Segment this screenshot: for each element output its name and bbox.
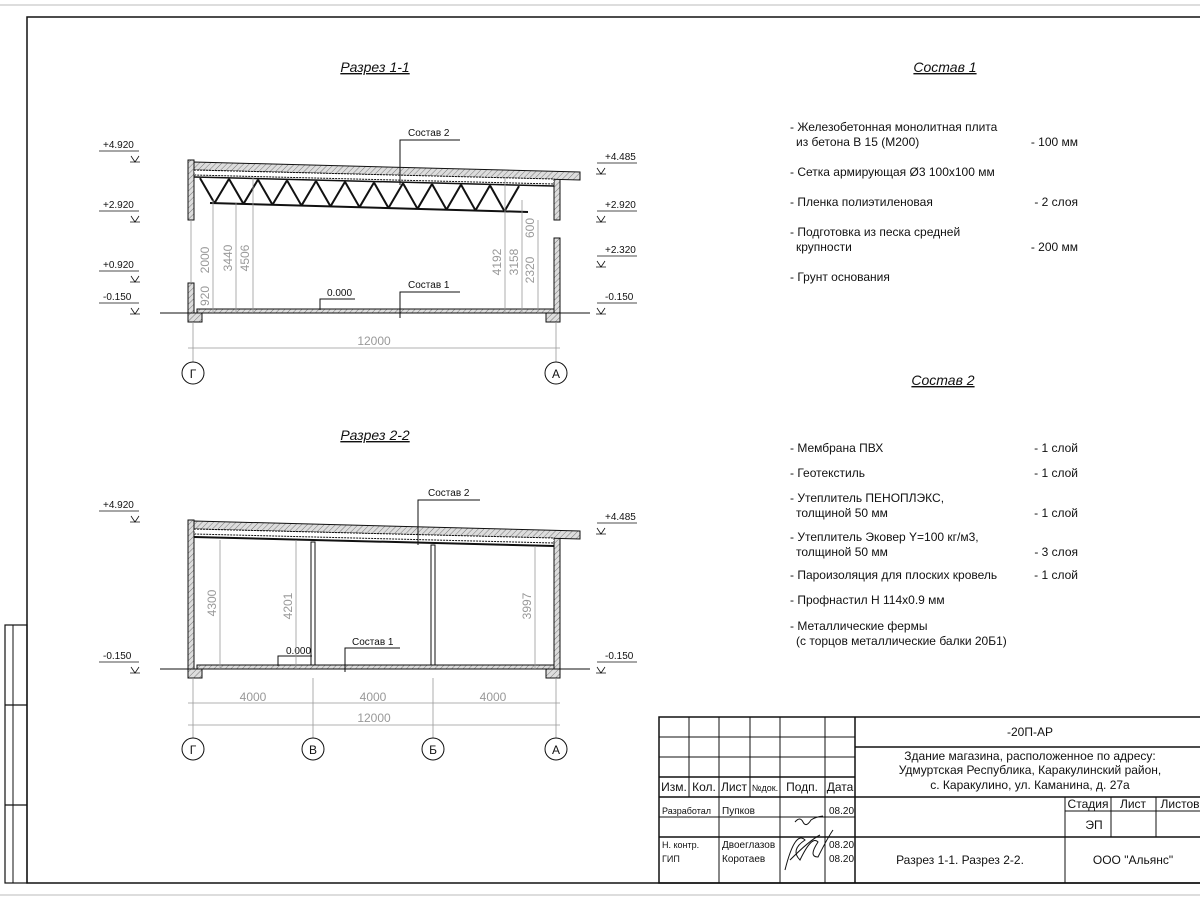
truss-diagonal (345, 182, 360, 207)
dim-920: 920 (198, 285, 212, 307)
item-line2: из бетона В 15 (М200) (796, 135, 920, 149)
floor-level: 0.000 (286, 646, 312, 657)
level-mark: +2.320 (605, 245, 636, 256)
level-arrow-icon (130, 667, 140, 673)
floor-slab (197, 665, 554, 669)
item-line1: - Пленка полиэтиленовая (790, 195, 933, 209)
level-mark: +2.920 (103, 200, 134, 211)
column-b (431, 545, 435, 667)
section-1-1 (99, 59, 637, 384)
level-arrow-icon (130, 276, 140, 282)
level-arrow-icon (130, 156, 140, 162)
level-arrow-icon (130, 308, 140, 314)
item-value: - 1 слой (1034, 441, 1078, 455)
span-12000: 12000 (357, 711, 391, 725)
item-line1: - Профнастил Н 114х0.9 мм (790, 593, 945, 607)
level-arrow-icon (596, 667, 606, 673)
level-mark: +4.920 (103, 500, 134, 511)
item-value: - 1 слой (1034, 466, 1078, 480)
item-value: - 3 слоя (1034, 545, 1078, 559)
level-arrow-icon (596, 261, 606, 267)
signature-dvoeglazov-korotaev (785, 830, 833, 870)
floor-level-leader (320, 299, 355, 310)
dim-3997: 3997 (520, 592, 534, 620)
span-12000: 12000 (357, 334, 391, 348)
right-foundation (546, 313, 560, 322)
level-mark: -0.150 (605, 292, 634, 303)
right-wall-upper (554, 175, 560, 220)
composition-1-title: Состав 1 (913, 59, 977, 75)
role: ГИП (662, 854, 680, 864)
bay-2: 4000 (359, 690, 387, 704)
title-block-header: Лист (720, 780, 748, 794)
sheets-header: Листов (1160, 797, 1200, 811)
right-wall-lower (554, 238, 560, 313)
item-line1: - Металлические фермы (790, 619, 928, 633)
dim-600: 600 (523, 217, 537, 239)
sign-date: 08.20 (829, 840, 855, 851)
title-block-header: Кол. (692, 780, 716, 794)
floor-leader (400, 292, 460, 318)
composition-item (790, 491, 1078, 520)
left-wall-upper (188, 160, 194, 220)
item-line2: (с торцов металлические балки 20Б1) (796, 634, 1007, 648)
left-stamp-margin (5, 625, 27, 883)
level-arrow-icon (596, 168, 606, 174)
item-line1: - Мембрана ПВХ (790, 441, 884, 455)
role: Н. контр. (662, 840, 700, 850)
truss-diagonal (461, 185, 476, 211)
floor-slab (197, 309, 554, 313)
truss-diagonal (302, 181, 317, 206)
project-line-1: Здание магазина, расположенное по адресу: (904, 749, 1156, 763)
level-mark: -0.150 (605, 651, 634, 662)
left-wall (188, 520, 194, 670)
level-mark: +2.920 (605, 200, 636, 211)
truss-diagonal (200, 178, 215, 203)
truss-diagonal (215, 179, 230, 203)
level-arrow-icon (596, 308, 606, 314)
left-wall-lower (188, 283, 194, 313)
floor-label: Состав 1 (352, 637, 394, 648)
truss-diagonal (389, 183, 404, 208)
axis-label: А (551, 743, 561, 757)
level-arrow-icon (596, 528, 606, 534)
axis-label-g: Г (189, 367, 197, 381)
axis-label: Г (189, 743, 197, 757)
truss-diagonal (360, 183, 375, 208)
level-mark: +4.485 (605, 512, 636, 523)
truss-diagonal (229, 179, 244, 204)
roof-label: Состав 2 (428, 488, 470, 499)
column-v (311, 542, 315, 667)
project-line-3: с. Каракулино, ул. Каманина, д. 27а (930, 778, 1130, 792)
truss-diagonal (244, 180, 259, 204)
composition-1-list (790, 120, 1078, 284)
stage-header: Стадия (1067, 797, 1109, 811)
right-wall (554, 535, 560, 670)
item-line1: - Геотекстиль (790, 466, 865, 480)
dim-2000: 2000 (198, 246, 212, 274)
level-mark: +4.920 (103, 140, 134, 151)
sign-date: 08.20 (829, 806, 855, 817)
truss-diagonal (447, 185, 462, 210)
company-name: ООО "Альянс" (1092, 853, 1174, 867)
truss-diagonal (403, 183, 418, 209)
item-value: - 1 слой (1034, 506, 1078, 520)
composition-item (790, 568, 1078, 582)
role: Разработал (662, 806, 711, 816)
floor-level: 0.000 (327, 288, 353, 299)
level-mark: -0.150 (103, 292, 132, 303)
item-line1: - Грунт основания (790, 270, 890, 284)
drawing-code: -20П-АР (1007, 725, 1053, 739)
truss-diagonal (374, 183, 389, 208)
dim-3440: 3440 (221, 244, 235, 272)
dim-2320: 2320 (523, 256, 537, 284)
item-line1: - Утеплитель Эковер Y=100 кг/м3, (790, 530, 979, 544)
axis-label-a: А (551, 367, 561, 381)
item-line1: - Железобетонная монолитная плита (790, 120, 998, 134)
truss-diagonal (316, 181, 331, 206)
truss-diagonal (505, 186, 520, 211)
title-block-header: Дата (826, 780, 854, 794)
truss-bottom-chord (210, 203, 528, 212)
item-line2: толщиной 50 мм (796, 506, 888, 520)
stage-value: ЭП (1085, 818, 1103, 832)
title-block-header: Подп. (786, 780, 818, 794)
composition-item (790, 619, 1007, 648)
composition-2-title: Состав 2 (911, 372, 975, 388)
composition-item (790, 441, 1078, 455)
axis-label: Б (429, 743, 437, 757)
composition-item (790, 120, 1078, 149)
section-1-title: Разрез 1-1 (340, 59, 410, 75)
composition-2-list (790, 441, 1078, 648)
item-line1: - Сетка армирующая Ø3 100х100 мм (790, 165, 995, 179)
dim-4192: 4192 (490, 248, 504, 276)
person-name: Пупков (722, 806, 755, 817)
composition-item (790, 195, 1078, 209)
item-line2: толщиной 50 мм (796, 545, 888, 559)
bay-1: 4000 (239, 690, 267, 704)
person-name: Коротаев (722, 854, 766, 865)
level-arrow-icon (130, 216, 140, 222)
dim-4506: 4506 (238, 244, 252, 272)
dim-4300: 4300 (205, 589, 219, 617)
sheet-title: Разрез 1-1. Разрез 2-2. (896, 853, 1024, 867)
sign-date: 08.20 (829, 854, 855, 865)
item-line1: - Пароизоляция для плоских кровель (790, 568, 998, 582)
truss-diagonal (273, 180, 288, 204)
item-line1: - Утеплитель ПЕНОПЛЭКС, (790, 491, 945, 505)
section-2-title: Разрез 2-2 (340, 427, 410, 443)
vertical-dimension-lines (213, 178, 538, 313)
bay-3: 4000 (479, 690, 507, 704)
project-line-2: Удмуртская Республика, Каракулинский район, (898, 763, 1162, 777)
level-arrow-icon (596, 216, 606, 222)
truss-diagonal (476, 185, 491, 210)
title-block-header: №док. (751, 783, 779, 793)
composition-item (790, 593, 945, 607)
level-arrow-icon (130, 516, 140, 522)
dim-3158: 3158 (507, 248, 521, 276)
truss-diagonal (418, 184, 433, 209)
composition-item (790, 270, 890, 284)
truss-diagonal (490, 185, 505, 211)
section-2-2 (99, 427, 637, 760)
level-mark: +4.485 (605, 152, 636, 163)
floor-label: Состав 1 (408, 280, 450, 291)
title-block (659, 717, 1200, 883)
truss-web (200, 178, 519, 211)
item-line2: крупности (796, 240, 852, 254)
title-block-header: Изм. (661, 780, 687, 794)
truss-diagonal (287, 180, 302, 205)
item-line1: - Подготовка из песка средней (790, 225, 961, 239)
item-value: - 100 мм (1030, 135, 1078, 149)
truss-diagonal (331, 182, 346, 207)
person-name: Двоеглазов (722, 840, 776, 851)
truss-diagonal (432, 184, 447, 210)
dim-4201: 4201 (281, 592, 295, 620)
roof-label: Состав 2 (408, 128, 450, 139)
composition-item (790, 165, 995, 179)
truss-diagonal (258, 180, 273, 205)
item-value: - 200 мм (1030, 240, 1078, 254)
composition-item (790, 225, 1078, 254)
level-mark: -0.150 (103, 651, 132, 662)
sheet-header: Лист (1119, 797, 1147, 811)
item-value: - 2 слоя (1034, 195, 1078, 209)
left-foundation (188, 313, 202, 322)
axis-label: В (308, 743, 318, 757)
composition-item (790, 466, 1078, 480)
item-value: - 1 слой (1034, 568, 1078, 582)
composition-item (790, 530, 1078, 559)
level-mark: +0.920 (103, 260, 134, 271)
